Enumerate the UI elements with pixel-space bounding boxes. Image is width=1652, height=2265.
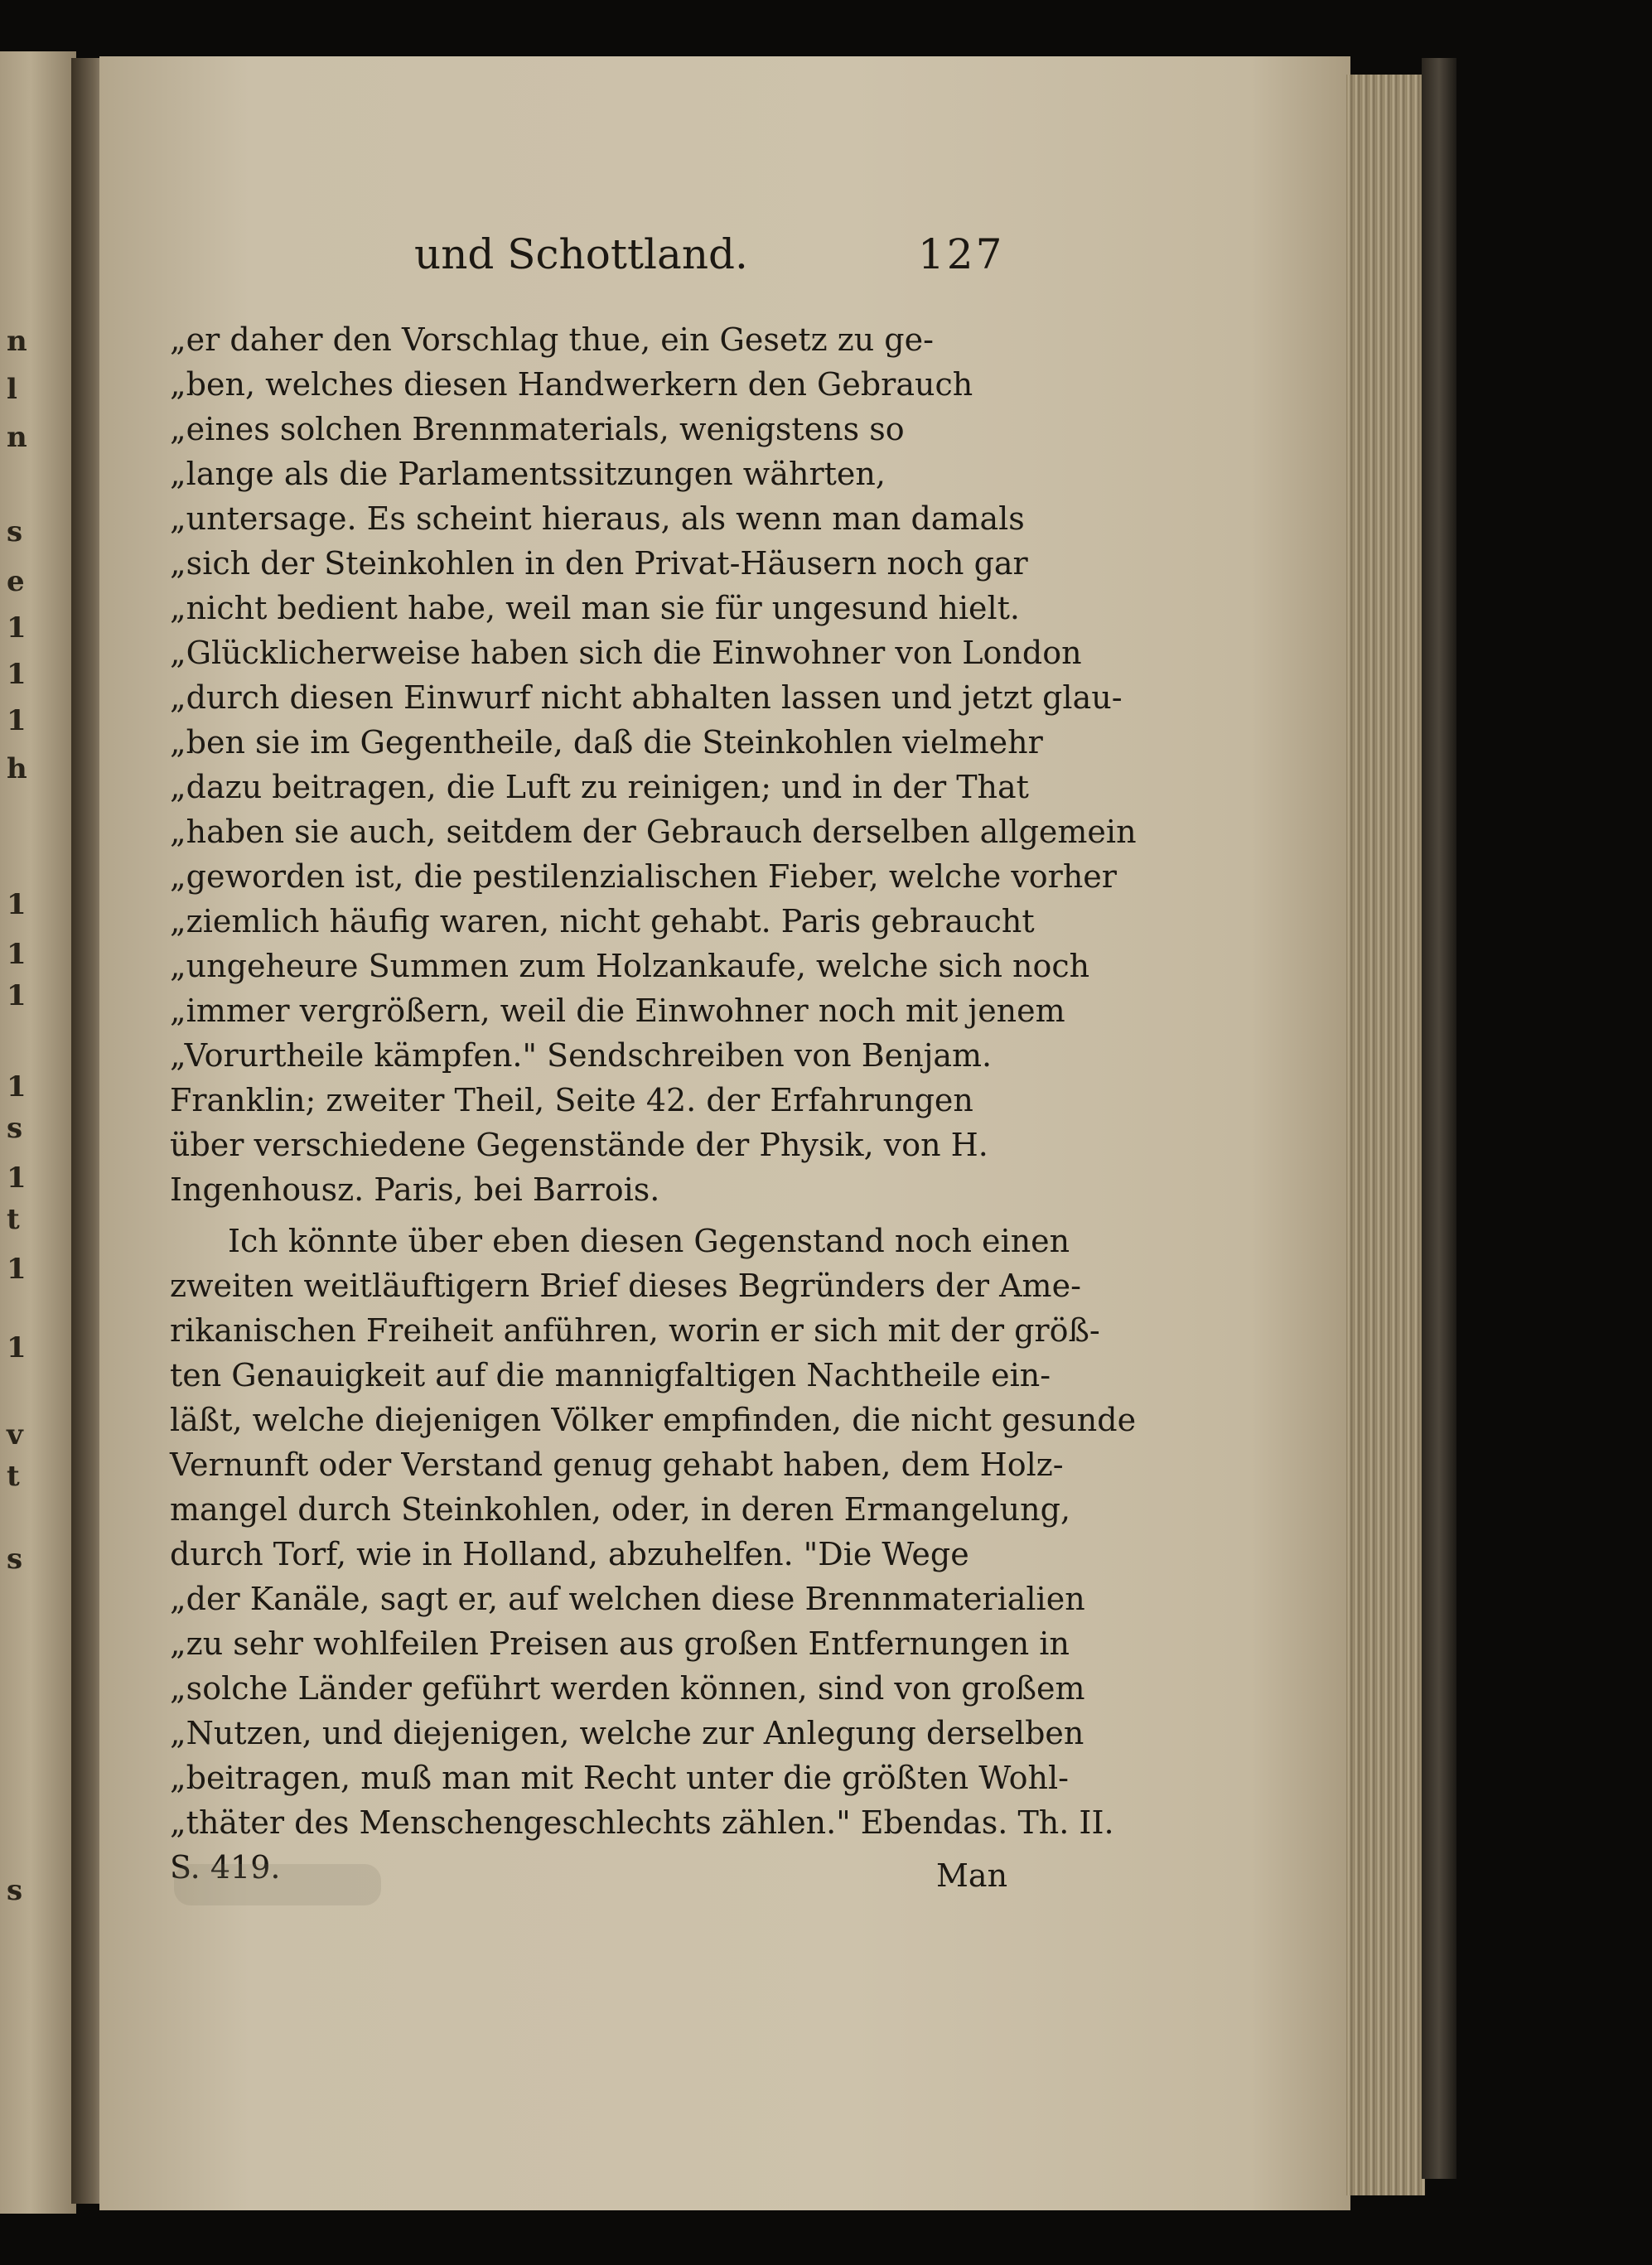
text-line: Franklin; zweiter Theil, Seite 42. der Erfahrungen: [170, 1082, 973, 1118]
text-line: „eines solchen Brennmaterials, wenigstens so: [170, 411, 905, 447]
text-line: „Glücklicherweise haben sich die Einwohner von London: [170, 635, 1082, 671]
text-line: „untersage. Es scheint hieraus, als wenn man damals: [170, 500, 1025, 537]
page-block-edges: [1346, 75, 1425, 2195]
text-line: S. 419.: [170, 1849, 281, 1886]
left-edge-letter: 1: [7, 1331, 27, 1364]
text-line: mangel durch Steinkohlen, oder, in deren Ermangelung,: [170, 1491, 1071, 1528]
text-line: „durch diesen Einwurf nicht abhalten lassen und jetzt glau-: [170, 679, 1123, 716]
left-edge-letter: 1: [7, 1070, 27, 1104]
left-edge-letter: n: [7, 421, 27, 454]
text-line: über verschiedene Gegenstände der Physik, von H.: [170, 1127, 988, 1163]
text-line: Vernunft oder Verstand genug gehabt haben, dem Holz-: [170, 1446, 1064, 1483]
left-edge-letter: s: [7, 1543, 23, 1576]
left-edge-letter: v: [7, 1418, 23, 1451]
text-line: „nicht bedient habe, weil man sie für ungesund hielt.: [170, 590, 1020, 626]
page-number: 127: [918, 230, 1005, 278]
left-edge-letter: h: [7, 752, 27, 785]
text-line: „ziemlich häufig waren, nicht gehabt. Paris gebraucht: [170, 903, 1035, 939]
left-edge-letter: l: [7, 373, 17, 406]
text-line: „der Kanäle, sagt er, auf welchen diese Brennmaterialien: [170, 1581, 1085, 1617]
text-line: „er daher den Vorschlag thue, ein Gesetz zu ge-: [170, 321, 934, 358]
faded-stamp: [174, 1864, 381, 1905]
left-edge-letter: 1: [7, 979, 27, 1012]
text-line: „thäter des Menschengeschlechts zählen." Ebendas. Th. II.: [170, 1804, 1114, 1841]
left-edge-letter: 1: [7, 888, 27, 921]
text-line: „Vorurtheile kämpfen." Sendschreiben von Benjam.: [170, 1037, 993, 1074]
left-edge-letter: 1: [7, 938, 27, 971]
text-line: „lange als die Parlamentssitzungen währten,: [170, 456, 886, 492]
left-edge-letter: s: [7, 1874, 23, 1907]
text-line: durch Torf, wie in Holland, abzuhelfen. "Die Wege: [170, 1536, 969, 1572]
text-line: zweiten weitläuftigern Brief dieses Begründers der Ame-: [170, 1268, 1081, 1304]
left-edge-letter: 1: [7, 704, 27, 737]
left-edge-letter: n: [7, 325, 27, 358]
left-edge-letter: 1: [7, 611, 27, 645]
text-line: „geworden ist, die pestilenzialischen Fieber, welche vorher: [170, 858, 1117, 895]
left-edge-letter: 1: [7, 658, 27, 691]
text-line: „zu sehr wohlfeilen Preisen aus großen Entfernungen in: [170, 1625, 1070, 1662]
text-line: rikanischen Freiheit anführen, worin er sich mit der größ-: [170, 1312, 1100, 1349]
text-line: „dazu beitragen, die Luft zu reinigen; und in der That: [170, 769, 1029, 805]
text-line: „immer vergrößern, weil die Einwohner noch mit jenem: [170, 992, 1065, 1029]
text-line: „Nutzen, und diejenigen, welche zur Anlegung derselben: [170, 1715, 1084, 1751]
left-edge-letter: t: [7, 1460, 20, 1493]
text-line: „ben, welches diesen Handwerkern den Gebrauch: [170, 366, 973, 403]
text-line: läßt, welche diejenigen Völker empfinden, die nicht gesunde: [170, 1402, 1137, 1438]
text-line: „sich der Steinkohlen in den Privat-Häusern noch gar: [170, 545, 1028, 582]
text-line: „haben sie auch, seitdem der Gebrauch derselben allgemein: [170, 814, 1137, 850]
text-line: „ben sie im Gegentheile, daß die Steinkohlen vielmehr: [170, 724, 1043, 761]
book-cover-edge: [1422, 58, 1456, 2179]
left-edge-letter: 1: [7, 1253, 27, 1286]
left-page-edge: [0, 51, 76, 2214]
text-line: „solche Länder geführt werden können, sind von großem: [170, 1670, 1085, 1707]
running-head: und Schottland.: [414, 230, 748, 278]
left-edge-letter: e: [7, 565, 25, 598]
left-edge-letter: s: [7, 1112, 23, 1145]
text-line: „ungeheure Summen zum Holzankaufe, welche sich noch: [170, 948, 1090, 984]
text-line: „beitragen, muß man mit Recht unter die größten Wohl-: [170, 1760, 1070, 1796]
left-edge-letter: 1: [7, 1161, 27, 1195]
text-line: Ich könnte über eben diesen Gegenstand noch einen: [228, 1223, 1070, 1259]
text-line: ten Genauigkeit auf die mannigfaltigen Nachtheile ein-: [170, 1357, 1051, 1393]
left-edge-letter: t: [7, 1203, 20, 1236]
catchword: Man: [936, 1857, 1008, 1894]
left-edge-letter: s: [7, 515, 23, 548]
text-line: Ingenhousz. Paris, bei Barrois.: [170, 1171, 660, 1208]
